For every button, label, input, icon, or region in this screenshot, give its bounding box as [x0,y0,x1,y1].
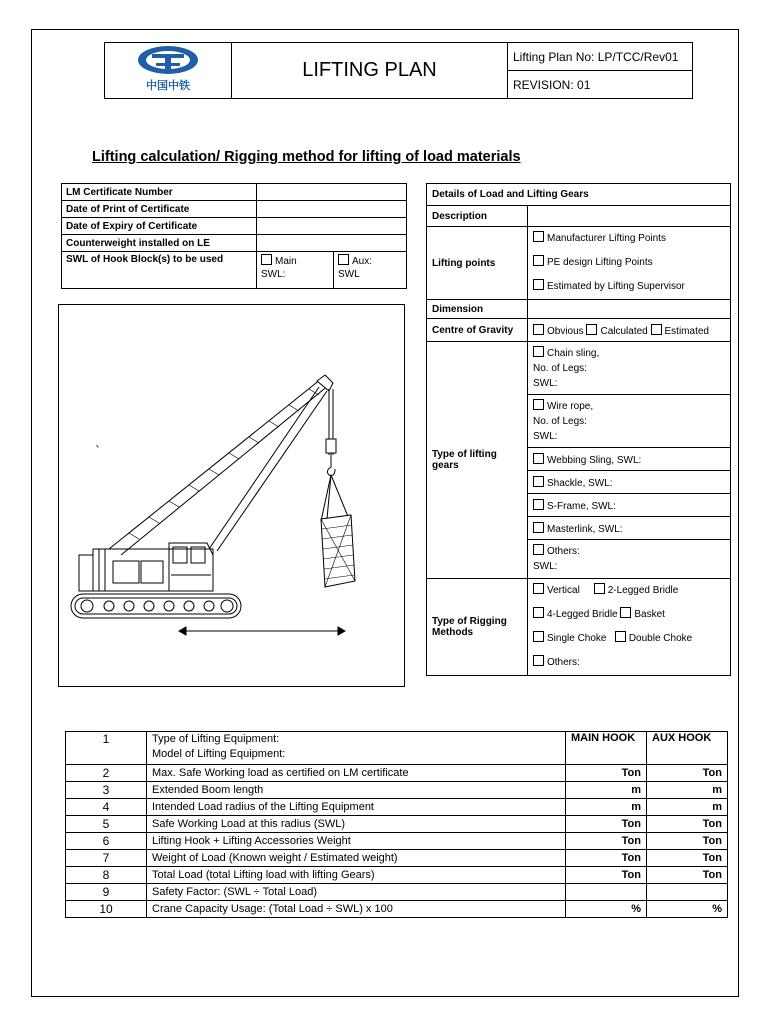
cert-value-field[interactable] [257,218,407,235]
row-description: Weight of Load (Known weight / Estimated weight) [147,850,566,867]
main-hook-unit[interactable]: Ton [566,765,647,782]
aux-hook-option[interactable] [334,252,407,289]
logo-text: 中国中铁 [146,79,190,92]
option-label: Wire rope, [547,400,594,412]
s-frame-option[interactable] [528,494,731,517]
checkbox-icon[interactable] [533,655,544,666]
option-label: SWL: [533,561,558,572]
option-label: Double Choke [628,633,693,644]
checkbox-icon[interactable] [533,279,544,290]
option-label: No. of Legs: [533,415,587,427]
aux-hook-unit[interactable]: % [647,901,728,918]
chain-sling-option[interactable] [528,342,731,395]
row-description: Crane Capacity Usage: (Total Load ÷ SWL) x 100 [147,901,566,918]
option-label: Chain sling, [547,347,600,359]
checkbox-icon[interactable] [533,522,544,533]
main-hook-unit[interactable] [566,884,647,901]
swl-label: SWL of Hook Block(s) to be used [62,252,257,289]
row-description: Total Load (total Lifting load with lifting Gears) [147,867,566,884]
aux-hook-header: AUX HOOK [647,732,728,765]
option-label: PE design Lifting Points [547,257,653,268]
option-label: Others: [547,546,580,557]
row-number: 4 [66,799,147,816]
row-number: 1 [66,732,147,765]
option-estimated-supervisor[interactable] [533,275,725,299]
cert-label: Counterweight installed on LE [62,235,257,252]
option-label: Shackle, SWL: [547,477,613,489]
header-table [104,42,693,99]
aux-hook-unit[interactable]: Ton [647,867,728,884]
aux-hook-unit[interactable]: Ton [647,765,728,782]
row-number: 3 [66,782,147,799]
cert-value-field[interactable] [257,235,407,252]
equipment-model-label: Model of Lifting Equipment: [152,748,286,760]
option-label: No. of Legs: [533,362,587,374]
row-number: 10 [66,901,147,918]
main-hook-unit[interactable]: m [566,799,647,816]
main-hook-header: MAIN HOOK [566,732,647,765]
dimension-field[interactable] [528,300,731,319]
option-pe-design-points[interactable] [533,251,725,275]
revision: REVISION: 01 [508,71,693,99]
row-number: 2 [66,765,147,782]
option-label: Obvious [547,325,584,337]
row-description: Lifting Hook + Lifting Accessories Weight [147,833,566,850]
option-label: Manufacturer Lifting Points [547,233,666,244]
option-label: Basket [634,609,665,620]
shackle-option[interactable] [528,471,731,494]
checkbox-icon[interactable] [533,231,544,242]
cert-value-field[interactable] [257,201,407,218]
cert-label: LM Certificate Number [62,184,257,201]
option-label: SWL: [533,377,558,389]
equipment-type-label: Type of Lifting Equipment: [152,733,280,745]
option-label: Single Choke [547,633,607,644]
checkbox-icon[interactable] [533,399,544,410]
lifting-gears-label: Type of lifting gears [427,342,528,579]
certificate-table [61,183,407,289]
cog-options [528,319,731,342]
checkbox-icon[interactable] [533,255,544,266]
aux-hook-unit[interactable] [647,884,728,901]
aux-hook-unit[interactable]: Ton [647,816,728,833]
page-title: LIFTING PLAN [232,43,508,99]
checkbox-icon[interactable] [533,346,544,357]
aux-hook-unit[interactable]: Ton [647,850,728,867]
option-label: Vertical [547,585,580,596]
main-hook-unit[interactable]: Ton [566,833,647,850]
main-hook-unit[interactable]: m [566,782,647,799]
checkbox-icon[interactable] [533,631,544,642]
option-label: Calculated [600,325,648,337]
checkbox-icon[interactable] [533,607,544,618]
cert-label: Date of Expiry of Certificate [62,218,257,235]
checkbox-icon[interactable] [586,324,597,335]
checkbox-icon[interactable] [651,324,662,335]
row-number: 8 [66,867,147,884]
webbing-sling-option[interactable] [528,448,731,471]
crane-drawing-box [58,304,405,687]
load-details-table [426,183,731,676]
load-details-header: Details of Load and Lifting Gears [427,184,731,206]
option-label: Estimated by Lifting Supervisor [547,281,685,292]
option-label: Others: [547,657,580,668]
aux-swl-label: SWL [338,269,360,280]
row-description: Safe Working Load at this radius (SWL) [147,816,566,833]
row-number: 9 [66,884,147,901]
aux-hook-unit[interactable]: m [647,782,728,799]
row-description: Max. Safe Working load as certified on LM certificate [147,765,566,782]
main-label: Main [275,256,297,267]
option-label: Webbing Sling, SWL: [547,454,642,466]
others-gear-option[interactable] [528,540,731,579]
lifting-points-label: Lifting points [427,227,528,300]
checkbox-icon[interactable] [620,607,631,618]
plan-number: Lifting Plan No: LP/TCC/Rev01 [508,43,693,71]
main-hook-unit[interactable]: % [566,901,647,918]
row-number: 6 [66,833,147,850]
row-number: 5 [66,816,147,833]
row-description: Safety Factor: (SWL ÷ Total Load) [147,884,566,901]
main-hook-unit[interactable]: Ton [566,816,647,833]
crawler-crane-icon [59,305,404,686]
calculation-table [65,731,728,918]
description-label: Description [427,206,528,227]
masterlink-option[interactable] [528,517,731,540]
row-description: Intended Load radius of the Lifting Equipment [147,799,566,816]
main-swl-label: SWL: [261,269,286,280]
cog-label: Centre of Gravity [427,319,528,342]
crane-mark: ` [95,444,101,458]
option-label: SWL: [533,430,558,442]
row-description: Extended Boom length [147,782,566,799]
checkbox-icon[interactable] [338,254,349,265]
main-hook-unit[interactable]: Ton [566,867,647,884]
option-label: 2-Legged Bridle [607,585,679,596]
checkbox-icon[interactable] [533,544,544,555]
aux-label: Aux: [352,256,373,267]
lifting-points-options [528,227,731,300]
checkbox-icon[interactable] [533,476,544,487]
wire-rope-option[interactable] [528,395,731,448]
option-label: S-Frame, SWL: [547,500,616,512]
row-description [147,732,566,765]
crec-logo-icon [129,43,207,93]
logo-cell [105,43,232,99]
option-label: 4-Legged Bridle [547,609,618,620]
checkbox-icon[interactable] [261,254,272,265]
checkbox-icon[interactable] [615,631,626,642]
checkbox-icon[interactable] [533,324,544,335]
aux-hook-unit[interactable]: Ton [647,833,728,850]
checkbox-icon[interactable] [533,453,544,464]
rigging-methods-label: Type of Rigging Methods [427,579,528,676]
dimension-label: Dimension [427,300,528,319]
cert-label: Date of Print of Certificate [62,201,257,218]
aux-hook-unit[interactable]: m [647,799,728,816]
main-hook-option[interactable] [257,252,334,289]
section-title: Lifting calculation/ Rigging method for lifting of load materials [92,149,521,165]
checkbox-icon[interactable] [533,499,544,510]
option-label: Masterlink, SWL: [547,523,623,535]
row-number: 7 [66,850,147,867]
option-manufacturer-points[interactable] [533,227,725,251]
main-hook-unit[interactable]: Ton [566,850,647,867]
checkbox-icon[interactable] [533,583,544,594]
checkbox-icon[interactable] [594,583,605,594]
cert-value-field[interactable] [257,184,407,201]
description-field[interactable] [528,206,731,227]
option-label: Estimated [664,325,709,337]
rigging-options [528,579,731,676]
